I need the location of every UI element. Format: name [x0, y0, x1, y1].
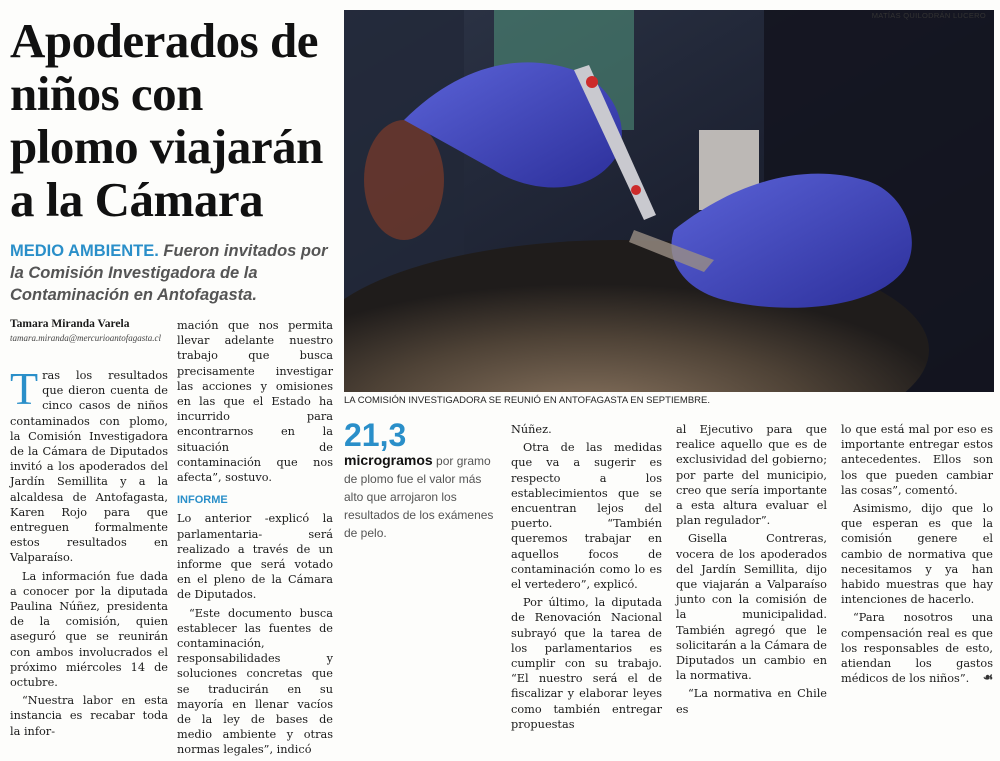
stat-callout — [344, 418, 494, 542]
photo-caption: LA COMISIÓN INVESTIGADORA SE REUNIÓ EN ANTOFAGASTA EN SEPTIEMBRE. — [344, 395, 711, 406]
headline: Apoderados de niños con plomo viajarán a la Cámara — [10, 13, 323, 227]
section-kicker: MEDIO AMBIENTE. — [10, 242, 159, 260]
paragraph: Gisella Contreras, vocera de los apoderados del Jardín Semillita, dijo que viajarán a Valparaíso junto con la comisión de la municipalidad. También agregó que le solicitarán a la Cámara de Diputados un cambio en la normativa. — [676, 532, 827, 683]
paragraph: mación que nos permita llevar adelante nuestro trabajo que busca precisamente investigar las acciones y omisiones en las que el Estado ha incurrido para encontrarnos en la situación de contaminación que nos afecta”, sostuvo. — [177, 319, 333, 485]
paragraph: Núñez. — [511, 423, 552, 436]
column-3 — [511, 422, 662, 735]
article-photo — [344, 10, 994, 392]
column-5 — [841, 422, 993, 689]
paragraph: “La normativa en Chile es — [676, 687, 827, 716]
stat-text: por gramo de plomo fue el valor más alto que arrojaron los resultados de los exámenes de pelo. — [344, 454, 494, 540]
byline — [10, 318, 170, 343]
paragraph — [10, 363, 168, 566]
author-name: Tamara Miranda Varela — [10, 318, 130, 330]
column-4 — [676, 422, 827, 720]
paragraph: Otra de las medidas que va a sugerir es respecto a los establecimientos que se encuentran lejos del puerto. “También queremos trabajar en aquellos focos de contaminación como lo es el vertedero”, explicó. — [511, 441, 662, 592]
photo-illustration — [344, 10, 994, 392]
column-1 — [10, 363, 168, 742]
stat-number: 21,3 — [344, 417, 407, 453]
photo-credit: MATÍAS QUILODRÁN LUCERO — [871, 11, 986, 20]
deck: Fueron invitados por la Comisión Investigadora de la Contaminación en Antofagasta. — [10, 242, 328, 304]
stat-unit: microgramos — [344, 452, 433, 468]
stat-description — [344, 454, 493, 540]
paragraph — [841, 610, 993, 686]
column-2 — [177, 318, 333, 761]
paragraph-text: “Para nosotros una compensación real es que los responsables de esto, atiendan los gastos médicos de los niños”. — [841, 611, 993, 686]
paragraph: Asimismo, dijo que lo que esperan es que la comisión genere el cambio de normativa que necesitamos y ya han habido muestras que hay intenciones de hacerlo. — [841, 502, 993, 607]
paragraph: al Ejecutivo para que realice aquello que es de exclusividad del gobierno; por parte del municipio, creo que sería importante a esta altura evaluar el plan regulador”. — [676, 423, 827, 528]
paragraph: lo que está mal por eso es importante entregar estos antecedentes. Ellos son los que pueden cambiar las cosas”, comentó. — [841, 423, 993, 497]
paragraph: “Nuestra labor en esta instancia es recabar toda la infor- — [10, 694, 168, 738]
paragraph: La información fue dada a conocer por la diputada Paulina Núñez, presidenta de la comisión, quien aseguró que se reunirán con ambos involucrados el próximo miércoles 14 de octubre. — [10, 569, 168, 690]
paragraph: Por último, la diputada de Renovación Nacional subrayó que la tarea de los parlamentarios es cumplir con su trabajo. “El nuestro será el de fiscalizar y elaborar leyes como también entregar propuestas — [511, 596, 662, 731]
paragraph: “Este documento busca establecer las fuentes de contaminación, responsabilidades y soluciones concretas que se traducirán en su mayoría en llenar vacíos de la ley de bases de medio ambiente y otras normas legales”, indicó — [177, 606, 333, 757]
lead — [10, 240, 332, 306]
end-mark-icon: ☙ — [982, 672, 993, 685]
paragraph-text: ras los resultados que dieron cuenta de cinco casos de niños contaminados con plomo, la Comisión Investigadora de la Cámara de Diputados invitó a los apoderados del Jardín Semillita y a la alcaldesa de Antofagasta, Karen Rojo para que entreguen formalmente estos resultados en Valparaíso. — [10, 369, 168, 565]
author-email: tamara.miranda@mercurioantofagasta.cl — [10, 333, 161, 343]
paragraph: Lo anterior -explicó la parlamentaria- será realizado a través de un informe que será votado en el pleno de la Cámara de Diputados. — [177, 512, 333, 602]
drop-cap: T — [10, 363, 39, 414]
subhead: INFORME — [177, 494, 228, 507]
